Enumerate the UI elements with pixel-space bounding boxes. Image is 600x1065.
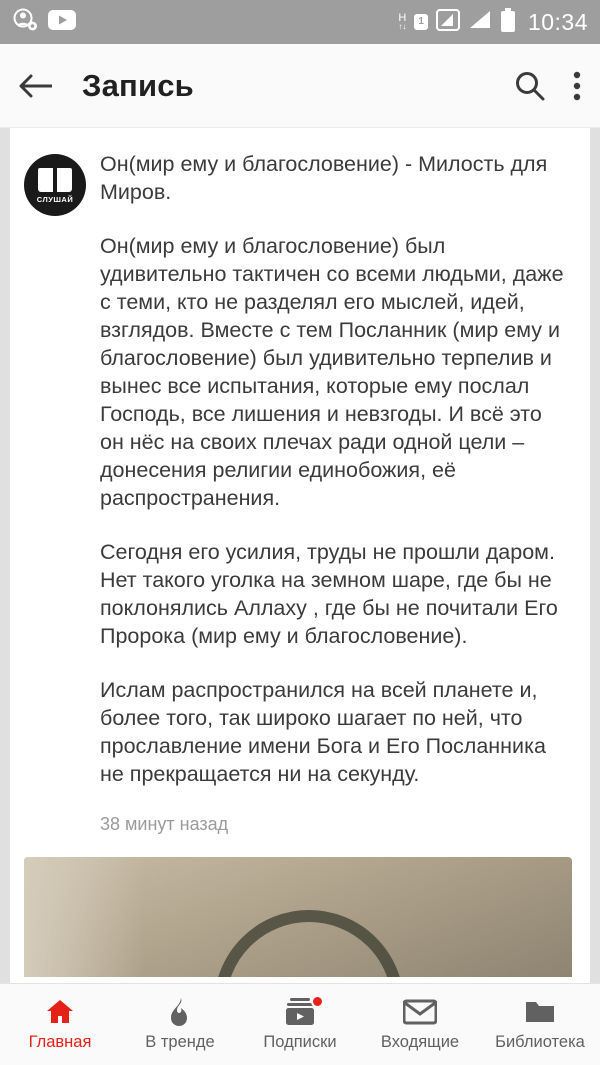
- post-media-thumbnail[interactable]: [24, 857, 572, 977]
- page-title: Запись: [82, 67, 194, 103]
- nav-label-trending: В тренде: [145, 1033, 215, 1051]
- hspa-icon: H ↑↓: [398, 12, 407, 31]
- inbox-mail-icon: [403, 997, 437, 1027]
- post-paragraph: Ислам распространился на всей планете и, более того, так широко шагает по ней, что прославление имени Бога и Его Посланника не прекращается ни на секунду.: [100, 678, 546, 786]
- bottom-navigation: [0, 983, 600, 1065]
- library-folder-icon: [524, 997, 556, 1027]
- post-body: [100, 150, 572, 835]
- post-text: [100, 150, 570, 788]
- app-bar: [0, 44, 600, 128]
- signal-1-icon: [436, 9, 460, 36]
- book-icon: [38, 168, 72, 192]
- nav-item-home[interactable]: [0, 984, 120, 1065]
- search-icon[interactable]: [514, 70, 546, 102]
- sim-1-icon: 1: [414, 14, 428, 30]
- more-vert-icon[interactable]: [572, 70, 582, 102]
- post: [10, 128, 590, 835]
- app-bar-actions: [514, 70, 582, 102]
- nav-label-library: Библиотека: [495, 1033, 585, 1051]
- nav-item-inbox[interactable]: [360, 984, 480, 1065]
- home-icon: [45, 997, 75, 1027]
- nav-item-library[interactable]: [480, 984, 600, 1065]
- nav-item-subscriptions[interactable]: [240, 984, 360, 1065]
- signal-2-icon: [468, 9, 492, 36]
- profile-sync-icon: [12, 7, 38, 38]
- avatar-caption: СЛУШАЙ: [36, 195, 74, 204]
- media-gradient-overlay: [24, 857, 144, 977]
- status-bar: [0, 0, 600, 44]
- trending-flame-icon: [167, 997, 193, 1027]
- nav-label-subscriptions: Подписки: [263, 1033, 337, 1051]
- post-paragraph: Он(мир ему и благословение) был удивительно тактичен со всеми людьми, даже с теми, кто не разделял его мыслей, идей, взглядов. Вместе с тем Посланник (мир ему и благословение) был удивительно терпелив и вынес все испытания, которые ему послал Господь, все лишения и невзгоды. И всё это он нёс на своих плечах ради одной цели – донесения религии единобожия, её распространения.: [100, 234, 564, 510]
- subscriptions-icon: [284, 997, 316, 1027]
- media-ring-shape: [214, 910, 404, 977]
- battery-icon: [500, 8, 516, 37]
- status-bar-right-icons: [398, 8, 588, 37]
- subscriptions-badge: [311, 995, 324, 1008]
- status-clock: 10:34: [527, 8, 588, 35]
- avatar[interactable]: [24, 154, 86, 216]
- post-timestamp: 38 минут назад: [100, 814, 229, 834]
- post-paragraph: Он(мир ему и благословение) - Милость для Миров.: [100, 152, 548, 204]
- nav-item-trending[interactable]: [120, 984, 240, 1065]
- post-paragraph: Сегодня его усилия, труды не прошли даром. Нет такого уголка на земном шаре, где бы не поклонялись Аллаху , где бы не почитали Его Пророка (мир ему и благословение).: [100, 540, 558, 648]
- post-content-area[interactable]: [0, 128, 600, 983]
- arrow-back-icon[interactable]: [18, 72, 54, 100]
- status-bar-left-icons: [12, 7, 76, 38]
- nav-label-home: Главная: [28, 1033, 92, 1051]
- nav-label-inbox: Входящие: [380, 1033, 460, 1051]
- youtube-icon: [48, 10, 76, 35]
